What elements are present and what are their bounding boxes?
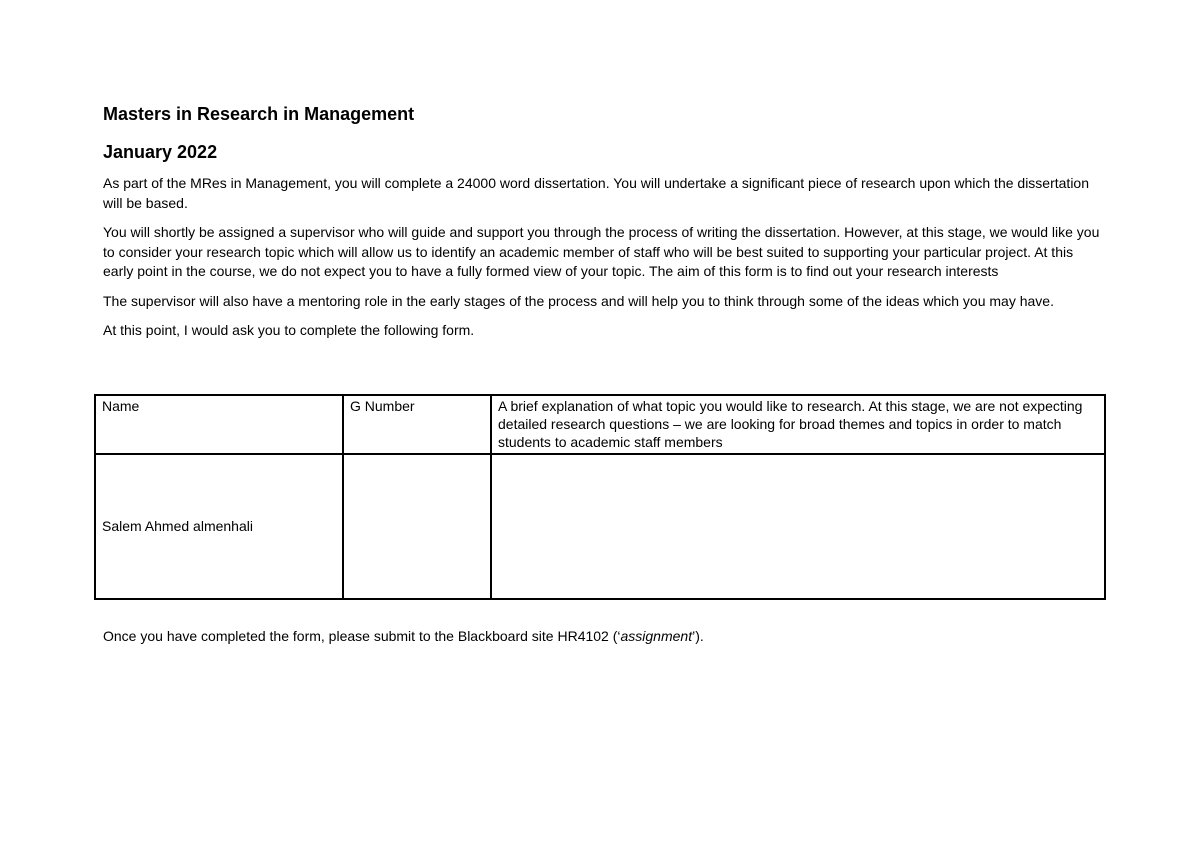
cell-g-number[interactable] xyxy=(343,454,491,599)
document-subtitle: January 2022 xyxy=(103,142,218,162)
document-title: Masters in Research in Management xyxy=(103,104,415,124)
table-header-row xyxy=(95,395,1105,454)
table-row xyxy=(95,454,1105,599)
header-topic: A brief explanation of what topic you would like to research. At this stage, we are not expecting detailed research questions – we are looking for broad themes and topics in order to match students to academic staff members xyxy=(491,395,1105,454)
supervisor-paragraph: You will shortly be assigned a supervisor who will guide and support you through the process of writing the dissertation. However, at this stage, we would like you to consider your research topic which will allow us to identify an academic member of staff who will be best suited to supporting your particular project. At this early point in the course, we do not expect you to have a fully formed view of your topic. The aim of this form is to find out your research interests xyxy=(103,224,1100,279)
submission-note xyxy=(103,627,704,646)
research-topic-form-table xyxy=(94,394,1106,600)
header-g-number: G Number xyxy=(343,395,491,454)
cell-topic[interactable] xyxy=(491,454,1105,599)
instruction-paragraph: At this point, I would ask you to complete the following form. xyxy=(103,322,475,338)
cell-name[interactable]: Salem Ahmed almenhali xyxy=(95,454,343,599)
header-name: Name xyxy=(95,395,343,454)
submission-note-emphasis: assignment xyxy=(620,628,693,644)
submission-note-end: ’). xyxy=(692,628,704,644)
document-page xyxy=(102,102,1105,644)
mentoring-paragraph: The supervisor will also have a mentoring role in the early stages of the process and will help you to think through some of the ideas which you may have. xyxy=(103,292,1054,309)
submission-note-text: Once you have completed the form, please submit to the Blackboard site HR4102 (‘ xyxy=(103,628,621,644)
intro-paragraph: As part of the MRes in Management, you will complete a 24000 word dissertation. You will undertake a significant piece of research upon which the dissertation will be based. xyxy=(103,175,1089,211)
